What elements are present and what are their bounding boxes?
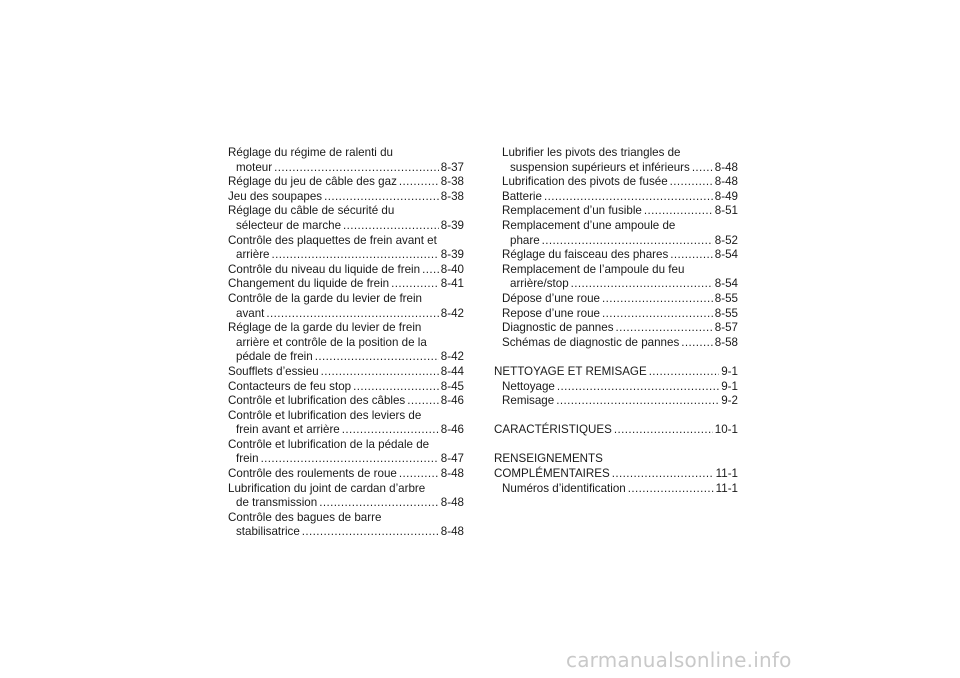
toc-dot-leader xyxy=(670,175,713,190)
toc-entry-page: 8-40 xyxy=(440,262,464,276)
toc-dot-leader xyxy=(602,292,713,307)
toc-entry-title: Remplacement de l’ampoule du feu xyxy=(502,262,685,276)
toc-entry-page: 8-54 xyxy=(714,277,738,291)
toc-right-column xyxy=(494,146,738,496)
toc-entry-page: 8-47 xyxy=(440,452,464,466)
toc-dot-leader xyxy=(399,175,439,190)
toc-dot-leader xyxy=(649,365,720,380)
toc-entry-page: 11-1 xyxy=(715,481,738,495)
toc-entry xyxy=(494,146,738,161)
toc-dot-leader xyxy=(614,423,713,438)
toc-entry[interactable] xyxy=(494,365,738,380)
toc-entry-title: Réglage de la garde du levier de frein xyxy=(228,321,422,335)
toc-dot-leader xyxy=(272,248,439,263)
toc-entry-page: 8-48 xyxy=(440,467,464,481)
toc-dot-leader xyxy=(644,204,713,219)
toc-entry-page: 8-37 xyxy=(440,160,464,174)
toc-dot-leader xyxy=(399,467,439,482)
toc-entry[interactable] xyxy=(228,175,464,190)
toc-entry-page: 10-1 xyxy=(714,423,738,437)
toc-entry xyxy=(228,321,464,336)
toc-dot-leader xyxy=(557,380,719,395)
toc-entry-title: Réglage du faisceau des phares xyxy=(502,248,669,262)
toc-entry[interactable] xyxy=(494,321,738,336)
toc-entry-title: Lubrification des pivots de fusée xyxy=(502,175,668,189)
toc-entry-page: 8-51 xyxy=(714,204,738,218)
toc-entry xyxy=(228,336,464,351)
toc-entry-page: 8-48 xyxy=(714,175,738,189)
toc-entry-page: 8-55 xyxy=(714,306,738,320)
toc-entry-title: Réglage du jeu de câble des gaz xyxy=(228,175,397,189)
toc-dot-leader xyxy=(571,277,713,292)
toc-entry-title: Contrôle des bagues de barre xyxy=(228,510,382,524)
toc-dot-leader xyxy=(681,336,713,351)
toc-entry xyxy=(228,146,464,161)
toc-entry-title: arrière et contrôle de la position de la xyxy=(236,335,427,349)
toc-entry[interactable] xyxy=(228,496,464,511)
toc-dot-leader xyxy=(274,161,439,176)
toc-entry-title: sélecteur de marche xyxy=(236,218,342,232)
toc-entry xyxy=(228,482,464,497)
toc-entry xyxy=(494,452,738,467)
toc-entry-title: Réglage du régime de ralenti du xyxy=(228,146,393,159)
toc-entry-title: Numéros d’identification xyxy=(502,481,626,495)
toc-dot-leader xyxy=(319,496,439,511)
toc-entry[interactable] xyxy=(494,307,738,322)
toc-entry-title: Contrôle des plaquettes de frein avant et xyxy=(228,233,437,247)
toc-entry[interactable] xyxy=(494,161,738,176)
toc-entry-page: 8-58 xyxy=(714,335,738,349)
toc-entry-page: 8-48 xyxy=(440,496,464,510)
toc-entry-title: Diagnostic de pannes xyxy=(502,321,614,335)
toc-entry-page: 8-49 xyxy=(714,189,738,203)
toc-entry-title: Dépose d’une roue xyxy=(502,291,600,305)
toc-entry-title: Contrôle et lubrification de la pédale de xyxy=(228,437,430,451)
toc-entry-title: Contrôle de la garde du levier de frein xyxy=(228,291,422,305)
toc-entry[interactable] xyxy=(494,336,738,351)
toc-entry[interactable] xyxy=(494,204,738,219)
toc-entry[interactable] xyxy=(494,190,738,205)
toc-dot-leader xyxy=(342,423,439,438)
toc-dot-leader xyxy=(321,365,439,380)
toc-entry-title: COMPLÉMENTAIRES xyxy=(494,467,610,481)
toc-spacer xyxy=(494,409,738,424)
toc-dot-leader xyxy=(542,234,713,249)
toc-entry[interactable] xyxy=(228,190,464,205)
toc-entry-title: frein avant et arrière xyxy=(236,423,340,437)
toc-entry[interactable] xyxy=(228,467,464,482)
toc-entry-page: 8-54 xyxy=(714,248,738,262)
toc-entry-title: RENSEIGNEMENTS xyxy=(494,452,603,466)
toc-entry-title: Lubrifier les pivots des triangles de xyxy=(502,146,681,159)
toc-entry-page: 8-46 xyxy=(440,423,464,437)
toc-dot-leader xyxy=(407,394,439,409)
toc-entry[interactable] xyxy=(228,219,464,234)
toc-entry[interactable] xyxy=(228,277,464,292)
toc-dot-leader xyxy=(612,467,714,482)
toc-entry[interactable] xyxy=(228,161,464,176)
toc-entry-title: frein xyxy=(236,452,259,466)
toc-entry-title: Contrôle et lubrification des leviers de xyxy=(228,408,422,422)
toc-dot-leader xyxy=(391,277,439,292)
toc-entry[interactable] xyxy=(228,380,464,395)
toc-entry[interactable] xyxy=(494,380,738,395)
toc-dot-leader xyxy=(628,482,714,497)
toc-entry-title: Contrôle du niveau du liquide de frein xyxy=(228,262,421,276)
toc-entry[interactable] xyxy=(494,175,738,190)
toc-entry-page: 8-41 xyxy=(440,277,464,291)
toc-entry-title: NETTOYAGE ET REMISAGE xyxy=(494,364,647,378)
toc-entry[interactable] xyxy=(228,365,464,380)
toc-dot-leader xyxy=(422,263,439,278)
toc-dot-leader xyxy=(261,452,439,467)
toc-entry[interactable] xyxy=(228,248,464,263)
toc-entry-title: Changement du liquide de frein xyxy=(228,277,390,291)
toc-entry-page: 8-42 xyxy=(440,350,464,364)
toc-entry xyxy=(228,204,464,219)
toc-entry-page: 8-57 xyxy=(714,321,738,335)
toc-dot-leader xyxy=(602,307,713,322)
toc-entry-page: 8-39 xyxy=(440,248,464,262)
toc-entry-title: suspension supérieurs et inférieurs xyxy=(510,160,690,174)
toc-entry-title: Remisage xyxy=(502,394,555,408)
toc-entry-title: arrière xyxy=(236,248,270,262)
toc-entry-title: pédale de frein xyxy=(236,350,313,364)
toc-dot-leader xyxy=(324,190,439,205)
toc-entry xyxy=(228,234,464,249)
toc-entry xyxy=(228,292,464,307)
toc-dot-leader xyxy=(616,321,713,336)
toc-entry-page: 11-1 xyxy=(715,467,738,481)
toc-dot-leader xyxy=(343,219,439,234)
toc-entry[interactable] xyxy=(494,292,738,307)
toc-entry xyxy=(228,438,464,453)
toc-spacer xyxy=(494,438,738,453)
toc-entry[interactable] xyxy=(494,277,738,292)
toc-entry-title: Jeu des soupapes xyxy=(228,189,323,203)
toc-entry-page: 8-48 xyxy=(440,525,464,539)
toc-entry[interactable] xyxy=(494,234,738,249)
toc-entry-title: Réglage du câble de sécurité du xyxy=(228,204,395,218)
toc-entry[interactable] xyxy=(228,525,464,540)
toc-entry xyxy=(228,409,464,424)
toc-entry xyxy=(228,511,464,526)
toc-entry[interactable] xyxy=(228,452,464,467)
toc-entry-title: Nettoyage xyxy=(502,379,555,393)
toc-dot-leader xyxy=(302,525,439,540)
toc-dot-leader xyxy=(266,307,438,322)
toc-entry-title: Lubrification du joint de cardan d’arbre xyxy=(228,481,426,495)
toc-dot-leader xyxy=(315,350,439,365)
toc-entry-title: Schémas de diagnostic de pannes xyxy=(502,335,680,349)
toc-entry-title: arrière/stop xyxy=(510,277,569,291)
toc-dot-leader xyxy=(353,380,439,395)
toc-entry xyxy=(494,219,738,234)
toc-dot-leader xyxy=(692,161,713,176)
toc-entry[interactable] xyxy=(494,423,738,438)
toc-entry-title: Remplacement d’un fusible xyxy=(502,204,642,218)
toc-entry-page: 8-45 xyxy=(440,379,464,393)
toc-entry-title: de transmission xyxy=(236,496,318,510)
toc-left-column xyxy=(228,146,464,540)
toc-entry-page: 8-38 xyxy=(440,175,464,189)
toc-entry-title: Repose d’une roue xyxy=(502,306,600,320)
toc-entry-page: 8-38 xyxy=(440,189,464,203)
toc-entry-page: 8-48 xyxy=(714,160,738,174)
toc-entry[interactable] xyxy=(228,263,464,278)
toc-entry-title: Contacteurs de feu stop xyxy=(228,379,352,393)
toc-entry[interactable] xyxy=(494,248,738,263)
toc-entry-title: Soufflets d’essieu xyxy=(228,364,319,378)
toc-entry[interactable] xyxy=(494,467,738,482)
toc-entry-title: moteur xyxy=(236,160,273,174)
toc-entry-page: 9-2 xyxy=(721,394,738,408)
toc-entry xyxy=(494,263,738,278)
toc-entry[interactable] xyxy=(494,394,738,409)
toc-entry-title: Contrôle des roulements de roue xyxy=(228,467,397,481)
toc-entry[interactable] xyxy=(494,482,738,497)
toc-entry-page: 8-39 xyxy=(440,218,464,232)
toc-entry-page: 8-55 xyxy=(714,291,738,305)
toc-entry-title: CARACTÉRISTIQUES xyxy=(494,423,612,437)
toc-entry[interactable] xyxy=(228,394,464,409)
toc-entry-page: 8-46 xyxy=(440,394,464,408)
toc-spacer xyxy=(494,350,738,365)
toc-dot-leader xyxy=(556,394,719,409)
toc-entry[interactable] xyxy=(228,423,464,438)
toc-entry-page: 8-42 xyxy=(440,306,464,320)
toc-entry[interactable] xyxy=(228,307,464,322)
toc-dot-leader xyxy=(544,190,713,205)
toc-entry-title: stabilisatrice xyxy=(236,525,300,539)
toc-entry-title: Remplacement d’une ampoule de xyxy=(502,218,676,232)
toc-entry-page: 8-52 xyxy=(714,233,738,247)
watermark: carmanualsonline.info xyxy=(566,648,792,672)
toc-entry-title: phare xyxy=(510,233,540,247)
toc-entry-title: avant xyxy=(236,306,265,320)
toc-entry-title: Batterie xyxy=(502,189,542,203)
toc-dot-leader xyxy=(670,248,712,263)
toc-entry-page: 9-1 xyxy=(721,364,738,378)
toc-entry[interactable] xyxy=(228,350,464,365)
toc-entry-page: 8-44 xyxy=(440,364,464,378)
toc-entry-page: 9-1 xyxy=(721,379,738,393)
toc-entry-title: Contrôle et lubrification des câbles xyxy=(228,394,406,408)
